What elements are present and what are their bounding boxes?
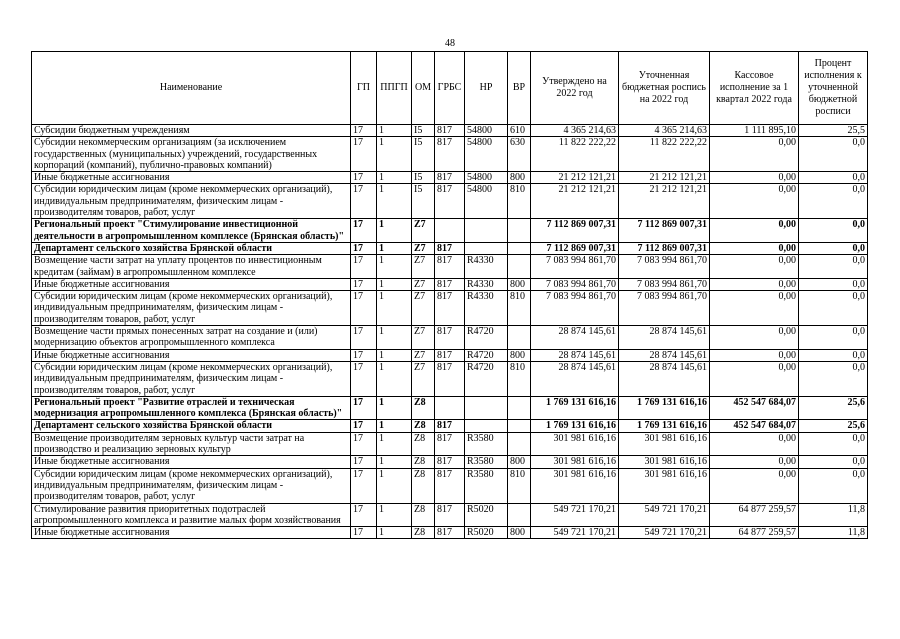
cell-grbs bbox=[435, 396, 465, 420]
cell-grbs: 817 bbox=[435, 137, 465, 172]
cell-nr: 54800 bbox=[465, 137, 508, 172]
table-row bbox=[32, 184, 868, 219]
cell-name: Возмещение части прямых понесенных затрат на создание и (или) модернизацию объектов агропромышленного комплекса bbox=[32, 326, 351, 350]
cell-cash: 452 547 684,07 bbox=[710, 420, 799, 432]
cell-grbs: 817 bbox=[435, 361, 465, 396]
cell-cash: 0,00 bbox=[710, 456, 799, 468]
header-ppgp: ППГП bbox=[377, 52, 412, 125]
cell-percent: 0,0 bbox=[799, 432, 868, 456]
cell-gp: 17 bbox=[351, 396, 377, 420]
cell-ppgp: 1 bbox=[377, 278, 412, 290]
cell-om: Z8 bbox=[412, 432, 435, 456]
cell-gp: 17 bbox=[351, 361, 377, 396]
cell-clarified: 21 212 121,21 bbox=[619, 172, 710, 184]
header-cash: Кассовое исполнение за 1 квартал 2022 года bbox=[710, 52, 799, 125]
cell-nr: R3580 bbox=[465, 432, 508, 456]
cell-approved: 301 981 616,16 bbox=[531, 432, 619, 456]
cell-approved: 21 212 121,21 bbox=[531, 172, 619, 184]
cell-om: Z8 bbox=[412, 456, 435, 468]
cell-name: Субсидии некоммерческим организациям (за исключением государственных (муниципальных) учреждений, государственных корпораций (компаний), публично-правовых компаний) bbox=[32, 137, 351, 172]
table-body bbox=[32, 125, 868, 539]
cell-clarified: 301 981 616,16 bbox=[619, 468, 710, 503]
cell-name: Иные бюджетные ассигнования bbox=[32, 527, 351, 539]
cell-approved: 11 822 222,22 bbox=[531, 137, 619, 172]
cell-cash: 0,00 bbox=[710, 219, 799, 243]
cell-cash: 0,00 bbox=[710, 291, 799, 326]
cell-vr bbox=[508, 503, 531, 527]
cell-om: Z7 bbox=[412, 349, 435, 361]
table-row bbox=[32, 527, 868, 539]
cell-approved: 28 874 145,61 bbox=[531, 361, 619, 396]
cell-clarified: 4 365 214,63 bbox=[619, 125, 710, 137]
header-gp: ГП bbox=[351, 52, 377, 125]
cell-om: Z7 bbox=[412, 326, 435, 350]
cell-om: Z8 bbox=[412, 420, 435, 432]
cell-grbs: 817 bbox=[435, 432, 465, 456]
cell-vr bbox=[508, 420, 531, 432]
cell-om: Z8 bbox=[412, 503, 435, 527]
header-nr: НР bbox=[465, 52, 508, 125]
cell-vr: 800 bbox=[508, 278, 531, 290]
cell-om: Z7 bbox=[412, 219, 435, 243]
cell-ppgp: 1 bbox=[377, 456, 412, 468]
cell-nr bbox=[465, 242, 508, 254]
cell-clarified: 1 769 131 616,16 bbox=[619, 420, 710, 432]
cell-cash: 0,00 bbox=[710, 137, 799, 172]
budget-table bbox=[31, 51, 868, 539]
cell-ppgp: 1 bbox=[377, 125, 412, 137]
cell-om: Z7 bbox=[412, 291, 435, 326]
cell-gp: 17 bbox=[351, 242, 377, 254]
cell-gp: 17 bbox=[351, 456, 377, 468]
cell-grbs: 817 bbox=[435, 278, 465, 290]
table-row bbox=[32, 137, 868, 172]
cell-approved: 7 112 869 007,31 bbox=[531, 219, 619, 243]
cell-name: Субсидии юридическим лицам (кроме некоммерческих организаций), индивидуальным предпринимателям, физическим лицам - производителям товаров, работ, услуг bbox=[32, 468, 351, 503]
cell-approved: 7 083 994 861,70 bbox=[531, 291, 619, 326]
cell-name: Региональный проект "Стимулирование инвестиционной деятельности в агропромышленном комплексе (Брянская область)" bbox=[32, 219, 351, 243]
cell-grbs: 817 bbox=[435, 184, 465, 219]
cell-percent: 11,8 bbox=[799, 527, 868, 539]
cell-om: Z7 bbox=[412, 361, 435, 396]
cell-clarified: 549 721 170,21 bbox=[619, 503, 710, 527]
table-row bbox=[32, 349, 868, 361]
cell-approved: 301 981 616,16 bbox=[531, 456, 619, 468]
cell-vr: 800 bbox=[508, 456, 531, 468]
table-row bbox=[32, 291, 868, 326]
cell-cash: 0,00 bbox=[710, 278, 799, 290]
cell-clarified: 7 112 869 007,31 bbox=[619, 219, 710, 243]
cell-nr bbox=[465, 219, 508, 243]
cell-percent: 0,0 bbox=[799, 255, 868, 279]
cell-vr: 810 bbox=[508, 361, 531, 396]
cell-percent: 0,0 bbox=[799, 349, 868, 361]
cell-percent: 25,6 bbox=[799, 396, 868, 420]
cell-nr bbox=[465, 396, 508, 420]
cell-approved: 7 083 994 861,70 bbox=[531, 255, 619, 279]
cell-nr: R3580 bbox=[465, 456, 508, 468]
cell-clarified: 7 112 869 007,31 bbox=[619, 242, 710, 254]
cell-percent: 0,0 bbox=[799, 172, 868, 184]
cell-clarified: 549 721 170,21 bbox=[619, 527, 710, 539]
cell-approved: 4 365 214,63 bbox=[531, 125, 619, 137]
cell-grbs: 817 bbox=[435, 527, 465, 539]
cell-vr: 610 bbox=[508, 125, 531, 137]
cell-approved: 28 874 145,61 bbox=[531, 349, 619, 361]
table-row bbox=[32, 361, 868, 396]
table-row bbox=[32, 219, 868, 243]
cell-name: Иные бюджетные ассигнования bbox=[32, 172, 351, 184]
cell-vr bbox=[508, 432, 531, 456]
cell-grbs bbox=[435, 219, 465, 243]
cell-grbs: 817 bbox=[435, 255, 465, 279]
cell-percent: 11,8 bbox=[799, 503, 868, 527]
cell-om: I5 bbox=[412, 137, 435, 172]
cell-cash: 0,00 bbox=[710, 349, 799, 361]
cell-vr: 810 bbox=[508, 291, 531, 326]
cell-name: Региональный проект "Развитие отраслей и техническая модернизация агропромышленного комплекса (Брянская область)" bbox=[32, 396, 351, 420]
cell-om: Z8 bbox=[412, 468, 435, 503]
cell-ppgp: 1 bbox=[377, 326, 412, 350]
cell-cash: 64 877 259,57 bbox=[710, 527, 799, 539]
cell-name: Возмещение части затрат на уплату процентов по инвестиционным кредитам (займам) в агропромышленном комплексе bbox=[32, 255, 351, 279]
cell-approved: 21 212 121,21 bbox=[531, 184, 619, 219]
cell-clarified: 1 769 131 616,16 bbox=[619, 396, 710, 420]
cell-gp: 17 bbox=[351, 278, 377, 290]
cell-name: Субсидии бюджетным учреждениям bbox=[32, 125, 351, 137]
header-approved: Утверждено на 2022 год bbox=[531, 52, 619, 125]
cell-vr: 800 bbox=[508, 527, 531, 539]
cell-percent: 0,0 bbox=[799, 456, 868, 468]
cell-ppgp: 1 bbox=[377, 291, 412, 326]
cell-ppgp: 1 bbox=[377, 242, 412, 254]
cell-ppgp: 1 bbox=[377, 432, 412, 456]
cell-gp: 17 bbox=[351, 349, 377, 361]
table-row bbox=[32, 456, 868, 468]
cell-ppgp: 1 bbox=[377, 219, 412, 243]
cell-ppgp: 1 bbox=[377, 137, 412, 172]
cell-gp: 17 bbox=[351, 255, 377, 279]
cell-ppgp: 1 bbox=[377, 503, 412, 527]
table-row bbox=[32, 326, 868, 350]
cell-gp: 17 bbox=[351, 291, 377, 326]
table-row bbox=[32, 420, 868, 432]
table-row bbox=[32, 503, 868, 527]
cell-nr: R4330 bbox=[465, 291, 508, 326]
cell-grbs: 817 bbox=[435, 349, 465, 361]
cell-name: Возмещение производителям зерновых культур части затрат на производство и реализацию зерновых культур bbox=[32, 432, 351, 456]
cell-gp: 17 bbox=[351, 219, 377, 243]
cell-vr bbox=[508, 242, 531, 254]
cell-nr: R4720 bbox=[465, 349, 508, 361]
cell-name: Субсидии юридическим лицам (кроме некоммерческих организаций), индивидуальным предпринимателям, физическим лицам - производителям товаров, работ, услуг bbox=[32, 184, 351, 219]
cell-gp: 17 bbox=[351, 326, 377, 350]
cell-name: Иные бюджетные ассигнования bbox=[32, 349, 351, 361]
cell-gp: 17 bbox=[351, 503, 377, 527]
cell-ppgp: 1 bbox=[377, 361, 412, 396]
table-row bbox=[32, 468, 868, 503]
cell-om: Z8 bbox=[412, 527, 435, 539]
cell-nr: 54800 bbox=[465, 172, 508, 184]
cell-om: I5 bbox=[412, 184, 435, 219]
cell-cash: 0,00 bbox=[710, 255, 799, 279]
cell-gp: 17 bbox=[351, 172, 377, 184]
table-row bbox=[32, 125, 868, 137]
cell-nr: 54800 bbox=[465, 184, 508, 219]
cell-clarified: 301 981 616,16 bbox=[619, 456, 710, 468]
cell-approved: 7 083 994 861,70 bbox=[531, 278, 619, 290]
cell-vr: 800 bbox=[508, 349, 531, 361]
cell-name: Департамент сельского хозяйства Брянской области bbox=[32, 420, 351, 432]
cell-name: Департамент сельского хозяйства Брянской области bbox=[32, 242, 351, 254]
cell-nr: R5020 bbox=[465, 503, 508, 527]
cell-vr bbox=[508, 396, 531, 420]
cell-ppgp: 1 bbox=[377, 184, 412, 219]
cell-cash: 0,00 bbox=[710, 432, 799, 456]
cell-ppgp: 1 bbox=[377, 468, 412, 503]
cell-clarified: 21 212 121,21 bbox=[619, 184, 710, 219]
cell-nr bbox=[465, 420, 508, 432]
cell-clarified: 28 874 145,61 bbox=[619, 361, 710, 396]
cell-grbs: 817 bbox=[435, 468, 465, 503]
cell-gp: 17 bbox=[351, 432, 377, 456]
header-percent: Процент исполнения к уточненной бюджетной росписи bbox=[799, 52, 868, 125]
cell-cash: 0,00 bbox=[710, 361, 799, 396]
cell-vr: 810 bbox=[508, 184, 531, 219]
cell-approved: 28 874 145,61 bbox=[531, 326, 619, 350]
cell-approved: 1 769 131 616,16 bbox=[531, 396, 619, 420]
cell-cash: 64 877 259,57 bbox=[710, 503, 799, 527]
cell-ppgp: 1 bbox=[377, 527, 412, 539]
cell-name: Иные бюджетные ассигнования bbox=[32, 278, 351, 290]
cell-cash: 0,00 bbox=[710, 468, 799, 503]
cell-percent: 0,0 bbox=[799, 184, 868, 219]
cell-gp: 17 bbox=[351, 527, 377, 539]
cell-gp: 17 bbox=[351, 420, 377, 432]
cell-vr bbox=[508, 219, 531, 243]
cell-om: I5 bbox=[412, 172, 435, 184]
cell-gp: 17 bbox=[351, 468, 377, 503]
cell-om: Z7 bbox=[412, 255, 435, 279]
cell-nr: R5020 bbox=[465, 527, 508, 539]
cell-clarified: 301 981 616,16 bbox=[619, 432, 710, 456]
cell-cash: 0,00 bbox=[710, 242, 799, 254]
cell-grbs: 817 bbox=[435, 503, 465, 527]
header-name: Наименование bbox=[32, 52, 351, 125]
cell-vr: 810 bbox=[508, 468, 531, 503]
cell-approved: 549 721 170,21 bbox=[531, 527, 619, 539]
cell-percent: 0,0 bbox=[799, 219, 868, 243]
header-vr: ВР bbox=[508, 52, 531, 125]
cell-ppgp: 1 bbox=[377, 396, 412, 420]
cell-grbs: 817 bbox=[435, 291, 465, 326]
table-row bbox=[32, 432, 868, 456]
cell-percent: 0,0 bbox=[799, 242, 868, 254]
cell-name: Стимулирование развития приоритетных подотраслей агропромышленного комплекса и развитие малых форм хозяйствования bbox=[32, 503, 351, 527]
cell-ppgp: 1 bbox=[377, 420, 412, 432]
cell-om: Z8 bbox=[412, 396, 435, 420]
cell-nr: R4330 bbox=[465, 278, 508, 290]
table-row bbox=[32, 255, 868, 279]
cell-cash: 0,00 bbox=[710, 172, 799, 184]
cell-clarified: 28 874 145,61 bbox=[619, 349, 710, 361]
cell-percent: 0,0 bbox=[799, 278, 868, 290]
cell-approved: 7 112 869 007,31 bbox=[531, 242, 619, 254]
cell-cash: 0,00 bbox=[710, 184, 799, 219]
cell-om: Z7 bbox=[412, 278, 435, 290]
table-row bbox=[32, 278, 868, 290]
cell-ppgp: 1 bbox=[377, 349, 412, 361]
cell-percent: 0,0 bbox=[799, 137, 868, 172]
cell-om: I5 bbox=[412, 125, 435, 137]
cell-grbs: 817 bbox=[435, 125, 465, 137]
cell-clarified: 11 822 222,22 bbox=[619, 137, 710, 172]
cell-vr bbox=[508, 326, 531, 350]
cell-ppgp: 1 bbox=[377, 172, 412, 184]
cell-cash: 1 111 895,10 bbox=[710, 125, 799, 137]
header-grbs: ГРБС bbox=[435, 52, 465, 125]
cell-vr bbox=[508, 255, 531, 279]
cell-name: Субсидии юридическим лицам (кроме некоммерческих организаций), индивидуальным предпринимателям, физическим лицам - производителям товаров, работ, услуг bbox=[32, 361, 351, 396]
header-om: ОМ bbox=[412, 52, 435, 125]
cell-nr: 54800 bbox=[465, 125, 508, 137]
cell-ppgp: 1 bbox=[377, 255, 412, 279]
page-number: 48 bbox=[445, 38, 455, 49]
cell-nr: R3580 bbox=[465, 468, 508, 503]
cell-grbs: 817 bbox=[435, 172, 465, 184]
cell-grbs: 817 bbox=[435, 326, 465, 350]
cell-percent: 25,5 bbox=[799, 125, 868, 137]
cell-approved: 549 721 170,21 bbox=[531, 503, 619, 527]
cell-percent: 0,0 bbox=[799, 361, 868, 396]
cell-vr: 800 bbox=[508, 172, 531, 184]
table-row bbox=[32, 242, 868, 254]
cell-grbs: 817 bbox=[435, 456, 465, 468]
cell-cash: 0,00 bbox=[710, 326, 799, 350]
cell-nr: R4330 bbox=[465, 255, 508, 279]
table-header-row bbox=[32, 52, 868, 125]
cell-grbs: 817 bbox=[435, 420, 465, 432]
cell-percent: 0,0 bbox=[799, 291, 868, 326]
cell-gp: 17 bbox=[351, 125, 377, 137]
header-clarified: Уточненная бюджетная роспись на 2022 год bbox=[619, 52, 710, 125]
cell-approved: 301 981 616,16 bbox=[531, 468, 619, 503]
cell-cash: 452 547 684,07 bbox=[710, 396, 799, 420]
cell-clarified: 7 083 994 861,70 bbox=[619, 291, 710, 326]
cell-clarified: 28 874 145,61 bbox=[619, 326, 710, 350]
cell-om: Z7 bbox=[412, 242, 435, 254]
cell-name: Иные бюджетные ассигнования bbox=[32, 456, 351, 468]
cell-nr: R4720 bbox=[465, 326, 508, 350]
table-row bbox=[32, 396, 868, 420]
cell-name: Субсидии юридическим лицам (кроме некоммерческих организаций), индивидуальным предпринимателям, физическим лицам - производителям товаров, работ, услуг bbox=[32, 291, 351, 326]
cell-clarified: 7 083 994 861,70 bbox=[619, 278, 710, 290]
cell-percent: 0,0 bbox=[799, 326, 868, 350]
table-row bbox=[32, 172, 868, 184]
cell-gp: 17 bbox=[351, 184, 377, 219]
cell-gp: 17 bbox=[351, 137, 377, 172]
cell-grbs: 817 bbox=[435, 242, 465, 254]
cell-approved: 1 769 131 616,16 bbox=[531, 420, 619, 432]
cell-vr: 630 bbox=[508, 137, 531, 172]
cell-clarified: 7 083 994 861,70 bbox=[619, 255, 710, 279]
cell-percent: 25,6 bbox=[799, 420, 868, 432]
cell-nr: R4720 bbox=[465, 361, 508, 396]
cell-percent: 0,0 bbox=[799, 468, 868, 503]
